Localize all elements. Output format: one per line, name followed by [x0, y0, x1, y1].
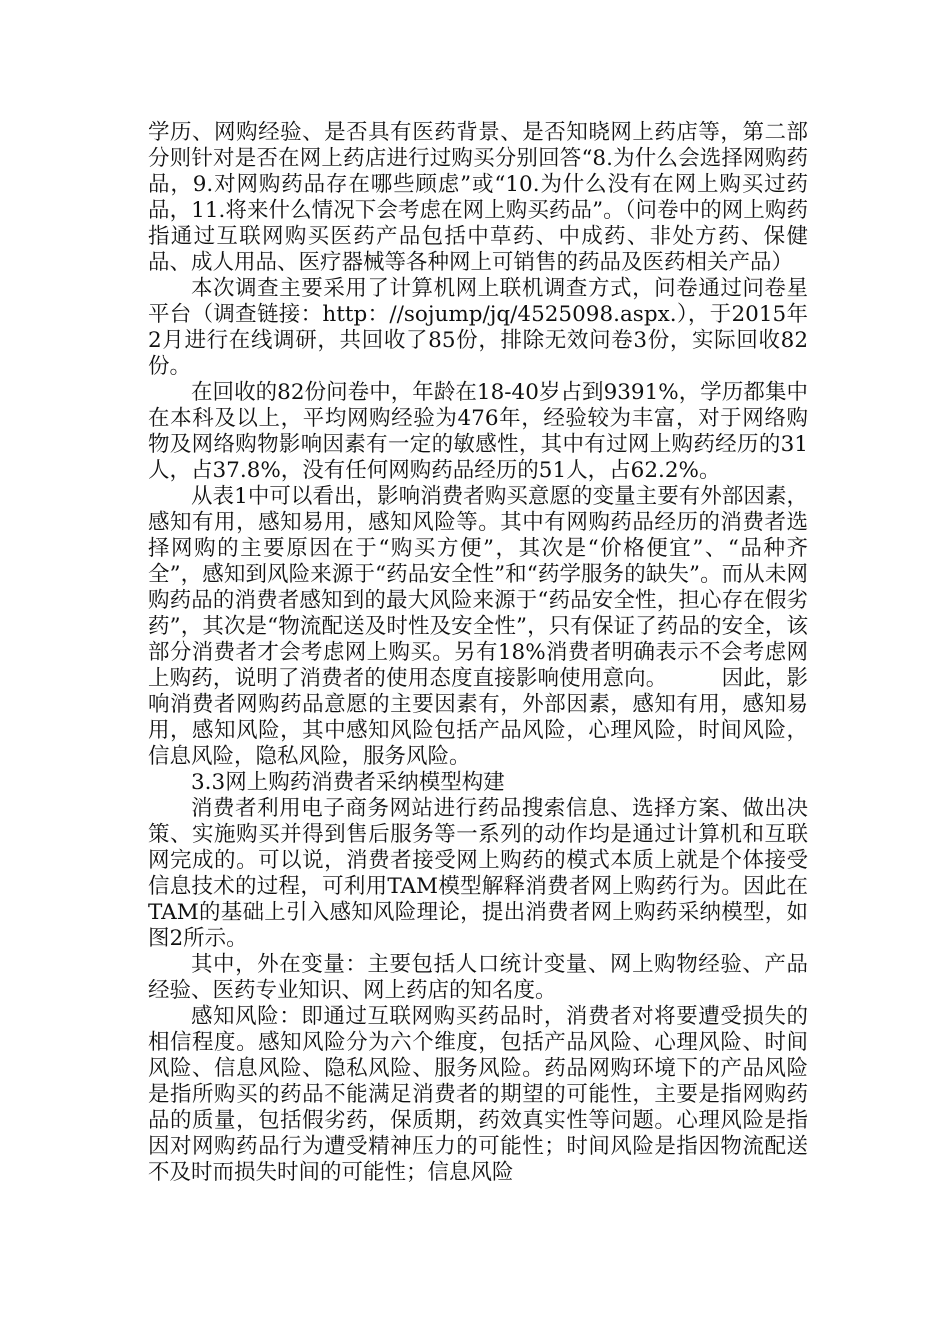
paragraph-perceived-risk: 感知风险：即通过互联网购买药品时，消费者对将要遭受损失的相信程度。感知风险分为六个维度，包括产品风险、心理风险、时间风险、信息风险、隐私风险、服务风险。药品网购环境下的产品风险是指所购买的药品不能满足消费者的期望的可能性，主要是指网购药品的质量，包括假劣药，保质期，药效真实性等问题。心理风险是指因对网购药品行为遭受精神压力的可能性；时间风险是指因物流配送不及时而损失时间的可能性；信息风险 [148, 1004, 808, 1185]
paragraph-external-variables: 其中，外在变量：主要包括人口统计变量、网上购物经验、产品经验、医药专业知识、网上药店的知名度。 [148, 952, 808, 1003]
document-body [148, 120, 808, 1186]
paragraph-influencing-factors: 从表1中可以看出，影响消费者购买意愿的变量主要有外部因素，感知有用，感知易用，感知风险等。其中有网购药品经历的消费者选择网购的主要原因在于“购买方便”，其次是“价格便宜”、“品种齐全”，感知到风险来源于“药品安全性”和“药学服务的缺失”。而从未网购药品的消费者感知到的最大风险来源于“药品安全性，担心存在假劣药”，其次是“物流配送及时性及安全性”，只有保证了药品的安全，该部分消费者才会考虑网上购买。另有18%消费者明确表示不会考虑网上购药，说明了消费者的使用态度直接影响使用意向。 因此，影响消费者网购药品意愿的主要因素有，外部因素，感知有用，感知易用，感知风险，其中感知风险包括产品风险，心理风险，时间风险，信息风险，隐私风险，服务风险。 [148, 484, 808, 769]
paragraph-sample-profile: 在回收的82份问卷中，年龄在18-40岁占到9391%，学历都集中在本科及以上，平均网购经验为476年，经验较为丰富，对于网络购物及网络购物影响因素有一定的敏感性，其中有过网上购药经历的31人，占37.8%，没有任何网购药品经历的51人，占62.2%。 [148, 380, 808, 483]
paragraph-adoption-model: 消费者利用电子商务网站进行药品搜索信息、选择方案、做出决策、实施购买并得到售后服务等一系列的动作均是通过计算机和互联网完成的。可以说，消费者接受网上购药的模式本质上就是个体接受信息技术的过程，可利用TAM模型解释消费者网上购药行为。因此在TAM的基础上引入感知风险理论，提出消费者网上购药采纳模型，如图2所示。 [148, 796, 808, 951]
section-heading: 3.3网上购药消费者采纳模型构建 [191, 770, 505, 795]
paragraph-survey-method: 本次调查主要采用了计算机网上联机调查方式，问卷通过问卷星平台（调查链接：http：//sojump/jq/4525098.aspx.），于2015年2月进行在线调研，共回收了85份，排除无效问卷3份，实际回收82份。 [148, 276, 808, 379]
paragraph-questionnaire-design: 学历、网购经验、是否具有医药背景、是否知晓网上药店等，第二部分则针对是否在网上药店进行过购买分别回答“8.为什么会选择网购药品，9.对网购药品存在哪些顾虑”或“10.为什么没有在网上购买过药品，11.将来什么情况下会考虑在网上购买药品”。（问卷中的网上购药指通过互联网购买医药产品包括中草药、中成药、非处方药、保健品、成人用品、医疗器械等各种网上可销售的药品及医药相关产品） [148, 120, 808, 275]
